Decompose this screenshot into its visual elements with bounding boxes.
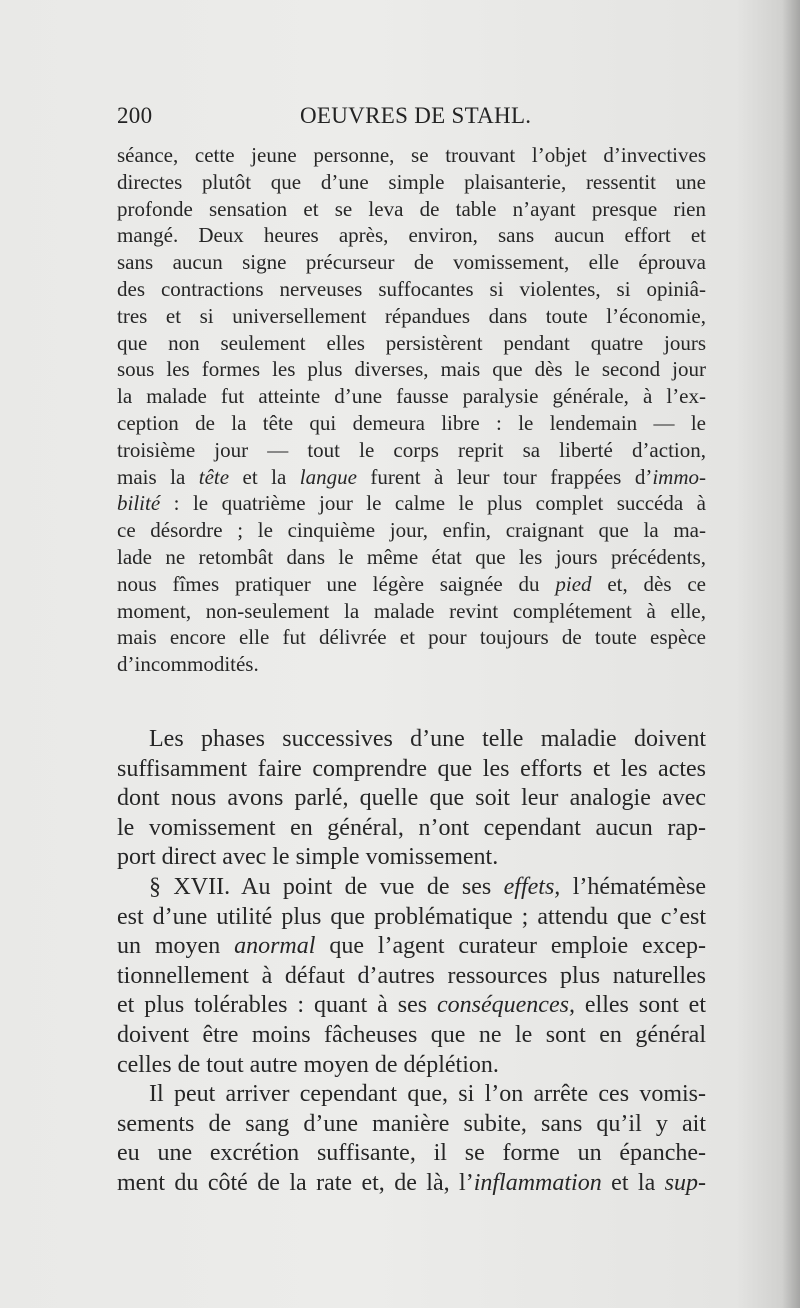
italic-word: pied [555, 571, 592, 596]
text-fragment: mais la [117, 464, 199, 489]
small-type-paragraph [117, 142, 706, 678]
text-line [117, 932, 706, 962]
italic-word: langue [299, 464, 357, 489]
text-line: Il peut arriver cependant que, si l’on arrête ces vomis- [149, 1081, 706, 1108]
running-title: OEUVRES DE STAHL. [300, 103, 532, 128]
text-line: des contractions nerveuses suffocantes si violentes, si opiniâ- [117, 276, 706, 301]
text-line [117, 464, 706, 491]
text-fragment: et, dès ce [591, 571, 706, 596]
text-fragment: nous fîmes pratiquer une légère saignée du [117, 571, 556, 596]
text-line [117, 571, 706, 598]
italic-word: sup- [664, 1169, 707, 1196]
text-line: mangé. Deux heures après, environ, sans aucun effort et [117, 223, 706, 248]
page-number: 200 [117, 103, 153, 128]
text-line: port direct avec le simple vomissement. [117, 844, 499, 871]
text-line: ception de la tête qui demeura libre : le lendemain — le [117, 410, 706, 435]
text-line: est d’une utilité plus que problématique ; attendu que c’est [117, 903, 706, 930]
text-line: que non seulement elles persistèrent pendant quatre jours [117, 330, 706, 355]
text-fragment: et plus tolérables : quant à ses [117, 992, 437, 1019]
text-line: sans aucun signe précurseur de vomissement, elle éprouva [117, 250, 706, 275]
text-fragment: l’hématémèse [560, 873, 706, 900]
text-line: eu une excrétion suffisante, il se forme un épanche- [117, 1140, 706, 1167]
text-line: séance, cette jeune personne, se trouvant l’objet d’invectives [117, 143, 706, 167]
text-line: mais encore elle fut délivrée et pour toujours de toute espèce [117, 625, 706, 650]
text-fragment: ment du côté de la rate et, de là, l’ [117, 1169, 474, 1196]
text-line [117, 991, 706, 1021]
text-fragment: § XVII. Au point de vue de ses [149, 873, 504, 900]
text-fragment: elles sont et [574, 992, 707, 1019]
text-line: celles de tout autre moyen de déplétion. [117, 1051, 499, 1078]
text-fragment: et la [229, 464, 300, 489]
text-line: Les phases successives d’une telle maladie doivent [149, 726, 706, 752]
text-line: troisième jour — tout le corps reprit sa liberté d’action, [117, 437, 706, 462]
italic-word: conséquences, [437, 992, 575, 1019]
page-header [117, 103, 677, 139]
page-edge-shadow [782, 0, 800, 1308]
text-line: le vomissement en général, n’ont cependant aucun rap- [117, 814, 706, 841]
italic-word: inflammation [473, 1169, 602, 1196]
italic-word: effets, [503, 873, 561, 900]
text-line: la malade fut atteinte d’une fausse paralysie générale, à l’ex- [117, 384, 706, 409]
text-fragment: que l’agent curateur emploie excep- [315, 933, 706, 960]
text-line: tres et si universellement répandues dans toute l’économie, [117, 303, 706, 328]
text-line: suffisamment faire comprendre que les efforts et les actes [117, 755, 706, 782]
text-line: ce désordre ; le cinquième jour, enfin, craignant que la ma- [117, 518, 706, 543]
text-line: doivent être moins fâcheuses que ne le sont en général [117, 1021, 706, 1048]
text-line: sous les formes les plus diverses, mais que dès le second jour [117, 357, 706, 382]
italic-word: tête [198, 464, 230, 489]
text-line: profonde sensation et se leva de table n’ayant presque rien [117, 196, 706, 221]
text-line: lade ne retombât dans le même état que les jours précédents, [117, 544, 706, 569]
text-fragment: un moyen [117, 933, 235, 960]
text-line: tionnellement à défaut d’autres ressources plus naturelles [117, 962, 706, 989]
text-line [117, 1169, 706, 1199]
text-fragment: furent à leur tour frappées d’ [356, 464, 653, 489]
text-line [117, 490, 706, 517]
text-line: dont nous avons parlé, quelle que soit leur analogie avec [117, 785, 706, 812]
text-line: sements de sang d’une manière subite, sans qu’il y ait [117, 1110, 706, 1137]
italic-word: immo- [652, 464, 706, 489]
text-line: directes plutôt que d’une simple plaisanterie, ressentit une [117, 169, 706, 194]
text-fragment: et la [601, 1169, 665, 1196]
text-line: moment, non-seulement la malade revint complétement à elle, [117, 598, 706, 623]
text-line: d’incommodités. [117, 652, 259, 677]
section-heading-line [117, 873, 706, 903]
text-fragment: : le quatrième jour le calme le plus complet succéda à [160, 491, 706, 516]
main-text-section [117, 725, 706, 1199]
italic-word: anormal [234, 933, 316, 960]
italic-word: bilité [117, 491, 161, 516]
